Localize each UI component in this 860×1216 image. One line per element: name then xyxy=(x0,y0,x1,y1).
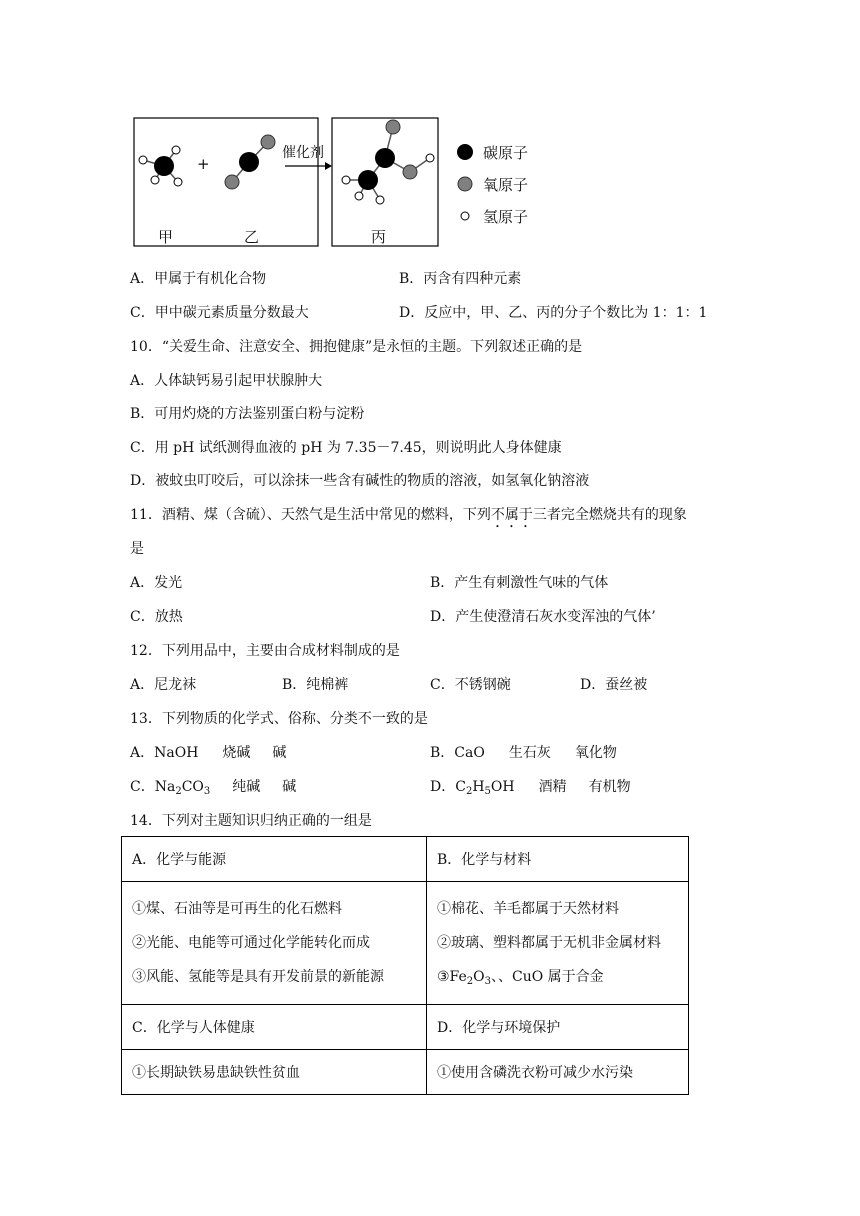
q11-stem-line2: 是 xyxy=(130,541,144,557)
q9-option-c: C．甲中碳元素质量分数最大 xyxy=(130,305,309,321)
q13-c-formula: $Na_2CO_3$ xyxy=(154,779,211,797)
q13-b-class: 氧化物 xyxy=(574,745,617,761)
q14-b-item: ①棉花、羊毛都属于天然材料 xyxy=(437,901,619,917)
q11-option-d: D．产生使澄清石灰水变浑浊的气体’ xyxy=(430,609,656,625)
q13-option-b: B．CaO 生石灰 氧化物 xyxy=(430,745,617,761)
q11-option-a: A．发光 xyxy=(130,575,183,591)
q11-option-b: B．产生有刺激性气味的气体 xyxy=(430,575,609,591)
q12-option-a: A．尼龙袜 xyxy=(130,677,197,693)
hydrogen-atom-icon xyxy=(461,212,469,220)
q13-d-common: 酒精 xyxy=(538,779,567,795)
q13-c-common: 纯碱 xyxy=(232,779,261,795)
q12-option-c: C．不锈钢碗 xyxy=(430,677,511,693)
q13-b-common: 生石灰 xyxy=(508,745,551,761)
q9-option-d: D．反应中，甲、乙、丙的分子个数比为 1：1：1 xyxy=(399,305,708,321)
oxygen-atom-icon xyxy=(458,177,472,191)
q13-a-common: 烧碱 xyxy=(222,745,251,761)
legend-oxygen-label: 氧原子 xyxy=(483,176,529,194)
q14-b-item: $③Fe_2O_3$、、CuO 属于合金 xyxy=(437,969,604,987)
q14-b-body xyxy=(427,882,689,1005)
q14-a-body xyxy=(122,882,427,1005)
q14-d-body xyxy=(427,1050,689,1095)
molecule-bing xyxy=(342,120,434,204)
q14-a-item: ③风能、氢能等是具有开发前景的新能源 xyxy=(132,969,384,985)
q14-b-header: B．化学与材料 xyxy=(427,837,689,882)
q11-stem-after: 三者完全燃烧共有的现象 xyxy=(532,507,687,523)
q13-d-formula: $C_2H_5OH$ xyxy=(455,779,515,797)
q10-option-c: C．用 pH 试纸测得血液的 pH 为 7.35－7.45，则说明此人身体健康 xyxy=(130,440,562,456)
q14-c-header: C．化学与人体健康 xyxy=(122,1005,427,1050)
q11-stem-before: 11．酒精、煤（含硫）、天然气是生活中常见的燃料，下列 xyxy=(130,507,491,523)
label-jia: 甲 xyxy=(158,228,174,246)
q13-option-a: A．NaOH 烧碱 碱 xyxy=(130,745,287,761)
q14-d-header: D．化学与环境保护 xyxy=(427,1005,689,1050)
q12-stem: 12．下列用品中，主要由合成材料制成的是 xyxy=(130,643,400,659)
legend-carbon-label: 碳原子 xyxy=(483,144,529,162)
q14-a-header: A．化学与能源 xyxy=(122,837,427,882)
q14-a-item: ①煤、石油等是可再生的化石燃料 xyxy=(132,901,342,917)
q14-c-item: ①长期缺铁易患缺铁性贫血 xyxy=(132,1065,300,1081)
q14-stem: 14．下列对主题知识归纳正确的一组是 xyxy=(130,813,372,829)
carbon-atom-icon xyxy=(457,144,473,160)
q14-b-item: ②玻璃、塑料都属于无机非金属材料 xyxy=(437,935,661,951)
q13-option-c: C．$Na_2CO_3$ 纯碱 碱 xyxy=(130,779,297,797)
q10-option-d: D．被蚊虫叮咬后，可以涂抹一些含有碱性的物质的溶液，如氢氧化钠溶液 xyxy=(130,473,590,489)
q13-a-formula: NaOH xyxy=(154,745,199,761)
q10-option-a: A．人体缺钙易引起甲状腺肿大 xyxy=(130,373,323,389)
q14-a-item: ②光能、电能等可通过化学能转化而成 xyxy=(132,935,370,951)
q9-option-b: B．丙含有四种元素 xyxy=(399,271,522,287)
q12-option-b: B．纯棉裤 xyxy=(282,677,349,693)
q13-a-class: 碱 xyxy=(272,745,287,761)
label-bing: 丙 xyxy=(371,228,387,246)
q13-c-class: 碱 xyxy=(282,779,297,795)
q12-option-d: D．蚕丝被 xyxy=(580,677,648,693)
label-yi: 乙 xyxy=(244,228,260,246)
plus-sign: + xyxy=(197,155,210,173)
q14-table xyxy=(121,836,689,1095)
q13-option-d: D．$C_2H_5OH$ 酒精 有机物 xyxy=(430,779,631,797)
catalyst-label: 催化剂 xyxy=(282,145,324,161)
q13-b-formula: CaO xyxy=(454,745,485,761)
q10-stem: 10．“关爱生命、注意安全、拥抱健康”是永恒的主题。下列叙述正确的是 xyxy=(130,339,583,355)
q14-d-item: ①使用含磷洗衣粉可减少水污染 xyxy=(437,1065,633,1081)
legend-hydrogen-label: 氢原子 xyxy=(483,208,529,226)
q14-c-body xyxy=(122,1050,427,1095)
q13-d-class: 有机物 xyxy=(588,779,631,795)
q11-option-c: C．放热 xyxy=(130,609,183,625)
q9-option-a: A．甲属于有机化合物 xyxy=(130,271,267,287)
molecule-jia xyxy=(139,146,182,186)
q10-option-b: B．可用灼烧的方法鉴别蛋白粉与淀粉 xyxy=(130,406,365,422)
arrow-head-icon xyxy=(325,162,332,170)
q13-stem: 13．下列物质的化学式、俗称、分类不一致的是 xyxy=(130,711,428,727)
q11-stem xyxy=(130,505,687,531)
molecule-yi xyxy=(225,135,275,189)
q11-stem-emphasis: 不属于 xyxy=(490,507,533,523)
